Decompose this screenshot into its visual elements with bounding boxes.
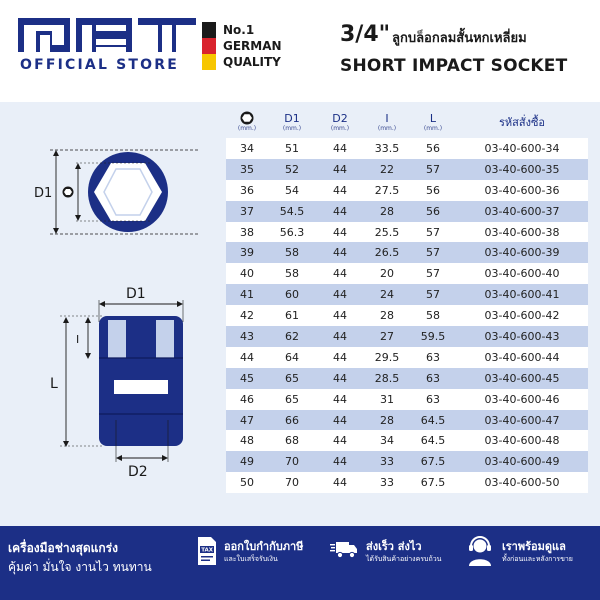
table-cell: 67.5 [410, 451, 456, 472]
table-cell: 44 [316, 347, 364, 368]
table-row [226, 326, 588, 347]
rank-line1: GERMAN [223, 39, 282, 53]
table-cell: 70 [268, 472, 316, 493]
table-cell: 58 [410, 305, 456, 326]
rank-line2: QUALITY [223, 55, 281, 69]
table-cell: 66 [268, 410, 316, 431]
feature-tax-title: ออกใบกำกับภาษี [224, 540, 304, 553]
table-cell: 44 [316, 472, 364, 493]
table-cell: 03-40-600-42 [456, 305, 588, 326]
table-cell: 44 [316, 326, 364, 347]
table-cell: 44 [316, 201, 364, 222]
table-cell: 03-40-600-48 [456, 430, 588, 451]
table-cell: 33 [364, 472, 410, 493]
footer-slogan-line1: เครื่องมือช่างสุดแกร่ง [8, 541, 118, 555]
table-cell: 58 [268, 263, 316, 284]
table-cell: 56 [410, 180, 456, 201]
table-cell: 44 [316, 242, 364, 263]
table-cell: 03-40-600-43 [456, 326, 588, 347]
table-row [226, 305, 588, 326]
table-header-label: รหัสสั่งซื้อ [498, 115, 546, 129]
table-cell: 03-40-600-41 [456, 284, 588, 305]
feature-delivery-subtitle: ได้รับสินค้าอย่างครบถ้วน [366, 555, 442, 563]
table-cell: 44 [316, 138, 364, 159]
table-cell: 33.5 [364, 138, 410, 159]
table-cell: 44 [226, 347, 268, 368]
top-view-d1-label: D1 [34, 186, 53, 201]
table-row [226, 472, 588, 493]
table-cell: 57 [410, 284, 456, 305]
table-header-cell [268, 106, 316, 138]
table-cell: 65 [268, 389, 316, 410]
table-cell: 33 [364, 451, 410, 472]
table-cell: 63 [410, 368, 456, 389]
table-cell: 27.5 [364, 180, 410, 201]
table-cell: 47 [226, 410, 268, 431]
table-cell: 56 [410, 138, 456, 159]
table-cell: 44 [316, 305, 364, 326]
table-cell: 03-40-600-44 [456, 347, 588, 368]
table-row [226, 368, 588, 389]
table-cell: 44 [316, 222, 364, 243]
table-cell: 42 [226, 305, 268, 326]
table-cell: 65 [268, 368, 316, 389]
table-cell: 63 [410, 347, 456, 368]
table-row [226, 201, 588, 222]
table-cell: 59.5 [410, 326, 456, 347]
table-cell: 61 [268, 305, 316, 326]
table-cell: 64.5 [410, 430, 456, 451]
table-cell: 57 [410, 263, 456, 284]
table-cell: 44 [316, 451, 364, 472]
table-cell: 50 [226, 472, 268, 493]
table-cell: 44 [316, 263, 364, 284]
table-cell: 64.5 [410, 410, 456, 431]
footer [0, 526, 600, 600]
table-cell: 03-40-600-34 [456, 138, 588, 159]
table-cell: 44 [316, 368, 364, 389]
table-cell: 03-40-600-46 [456, 389, 588, 410]
table-cell: 49 [226, 451, 268, 472]
table-header-row [226, 106, 588, 138]
table-header-label: D1 [284, 111, 300, 125]
table-cell: 03-40-600-50 [456, 472, 588, 493]
table-cell: 64 [268, 347, 316, 368]
table-cell: 37 [226, 201, 268, 222]
table-row [226, 222, 588, 243]
table-cell: 43 [226, 326, 268, 347]
table-row [226, 430, 588, 451]
table-cell: 28 [364, 410, 410, 431]
store-label: OFFICIAL STORE [20, 57, 180, 73]
table-row [226, 159, 588, 180]
top-view-diagram [30, 140, 200, 250]
table-row [226, 138, 588, 159]
german-flag-red-stripe [202, 38, 216, 54]
table-cell: 34 [226, 138, 268, 159]
table-cell: 67.5 [410, 472, 456, 493]
table-header-cell [410, 106, 456, 138]
table-cell: 45 [226, 368, 268, 389]
feature-delivery-title: ส่งเร็ว ส่งไว [366, 540, 422, 553]
table-cell: 44 [316, 410, 364, 431]
tax-invoice-icon [196, 536, 218, 566]
footer-slogan-line2: คุ้มค่า มั่นใจ งานไว ทนทาน [8, 560, 152, 574]
support-agent-icon [466, 535, 494, 567]
table-cell: 03-40-600-40 [456, 263, 588, 284]
feature-support-title: เราพร้อมดูแล [502, 540, 566, 553]
table-cell: 48 [226, 430, 268, 451]
spec-table [226, 106, 588, 493]
table-row [226, 180, 588, 201]
german-flag-yellow-stripe [202, 54, 216, 70]
table-row [226, 410, 588, 431]
table-row [226, 389, 588, 410]
table-cell: 58 [268, 242, 316, 263]
side-i-label: I [76, 333, 80, 346]
table-cell: 44 [316, 159, 364, 180]
table-cell: 57 [410, 159, 456, 180]
hex-icon [240, 111, 254, 125]
table-cell: 03-40-600-49 [456, 451, 588, 472]
product-title-thai: ลูกบล็อกลมสั้นหกเหลี่ยม [392, 31, 527, 46]
table-body [226, 138, 588, 493]
table-cell: 54 [268, 180, 316, 201]
table-cell: 03-40-600-39 [456, 242, 588, 263]
table-header-unit: (mm.) [282, 124, 302, 132]
table-cell: 57 [410, 242, 456, 263]
table-cell: 20 [364, 263, 410, 284]
table-cell: 27 [364, 326, 410, 347]
table-cell: 22 [364, 159, 410, 180]
table-header-unit: (mm.) [377, 124, 397, 132]
table-cell: 38 [226, 222, 268, 243]
feature-support-subtitle: ทั้งก่อนและหลังการขาย [502, 555, 573, 563]
table-cell: 44 [316, 430, 364, 451]
spec-panel [0, 102, 600, 526]
table-cell: 03-40-600-45 [456, 368, 588, 389]
table-header-cell [226, 106, 268, 138]
table-cell: 60 [268, 284, 316, 305]
table-header-unit: (mm.) [330, 124, 350, 132]
table-cell: 41 [226, 284, 268, 305]
table-cell: 26.5 [364, 242, 410, 263]
table-header-unit: (mm.) [423, 124, 443, 132]
table-cell: 44 [316, 284, 364, 305]
table-cell: 52 [268, 159, 316, 180]
table-cell: 39 [226, 242, 268, 263]
nkt-logo [18, 18, 196, 52]
table-row [226, 451, 588, 472]
feature-tax-subtitle: และใบเสร็จรับเงิน [224, 555, 278, 563]
table-cell: 68 [268, 430, 316, 451]
table-cell: 03-40-600-35 [456, 159, 588, 180]
table-cell: 28 [364, 305, 410, 326]
table-cell: 28 [364, 201, 410, 222]
table-cell: 40 [226, 263, 268, 284]
table-cell: 44 [316, 389, 364, 410]
tax-icon-text: TAX [201, 547, 214, 554]
table-cell: 24 [364, 284, 410, 305]
table-cell: 54.5 [268, 201, 316, 222]
table-cell: 25.5 [364, 222, 410, 243]
table-row [226, 263, 588, 284]
table-cell: 03-40-600-37 [456, 201, 588, 222]
table-row [226, 284, 588, 305]
german-flag-black-stripe [202, 22, 216, 38]
table-header-unit: (mm.) [237, 125, 257, 132]
table-cell: 31 [364, 389, 410, 410]
table-cell: 63 [410, 389, 456, 410]
table-cell: 57 [410, 222, 456, 243]
table-cell: 62 [268, 326, 316, 347]
table-cell: 03-40-600-38 [456, 222, 588, 243]
table-header-cell [316, 106, 364, 138]
table-header-cell [364, 106, 410, 138]
table-header-label: L [429, 111, 437, 125]
delivery-truck-icon [330, 540, 358, 560]
table-cell: 36 [226, 180, 268, 201]
table-header-cell [456, 106, 588, 138]
table-cell: 56.3 [268, 222, 316, 243]
table-cell: 51 [268, 138, 316, 159]
table-cell: 44 [316, 180, 364, 201]
table-row [226, 347, 588, 368]
table-cell: 35 [226, 159, 268, 180]
table-cell: 34 [364, 430, 410, 451]
table-cell: 46 [226, 389, 268, 410]
table-cell: 03-40-600-36 [456, 180, 588, 201]
table-cell: 29.5 [364, 347, 410, 368]
table-header-label: I [385, 111, 389, 125]
side-view-diagram [44, 280, 224, 480]
side-d1-label: D1 [126, 286, 146, 302]
product-title-english: SHORT IMPACT SOCKET [340, 56, 568, 76]
side-l-label: L [50, 376, 58, 392]
table-cell: 28.5 [364, 368, 410, 389]
table-row [226, 242, 588, 263]
rank-label: No.1 [223, 23, 255, 37]
socket-size-title: 3/4" [340, 22, 391, 47]
table-cell: 56 [410, 201, 456, 222]
table-cell: 03-40-600-47 [456, 410, 588, 431]
table-cell: 70 [268, 451, 316, 472]
table-header-label: D2 [332, 111, 348, 125]
side-d2-label: D2 [128, 464, 148, 480]
header [0, 0, 600, 100]
